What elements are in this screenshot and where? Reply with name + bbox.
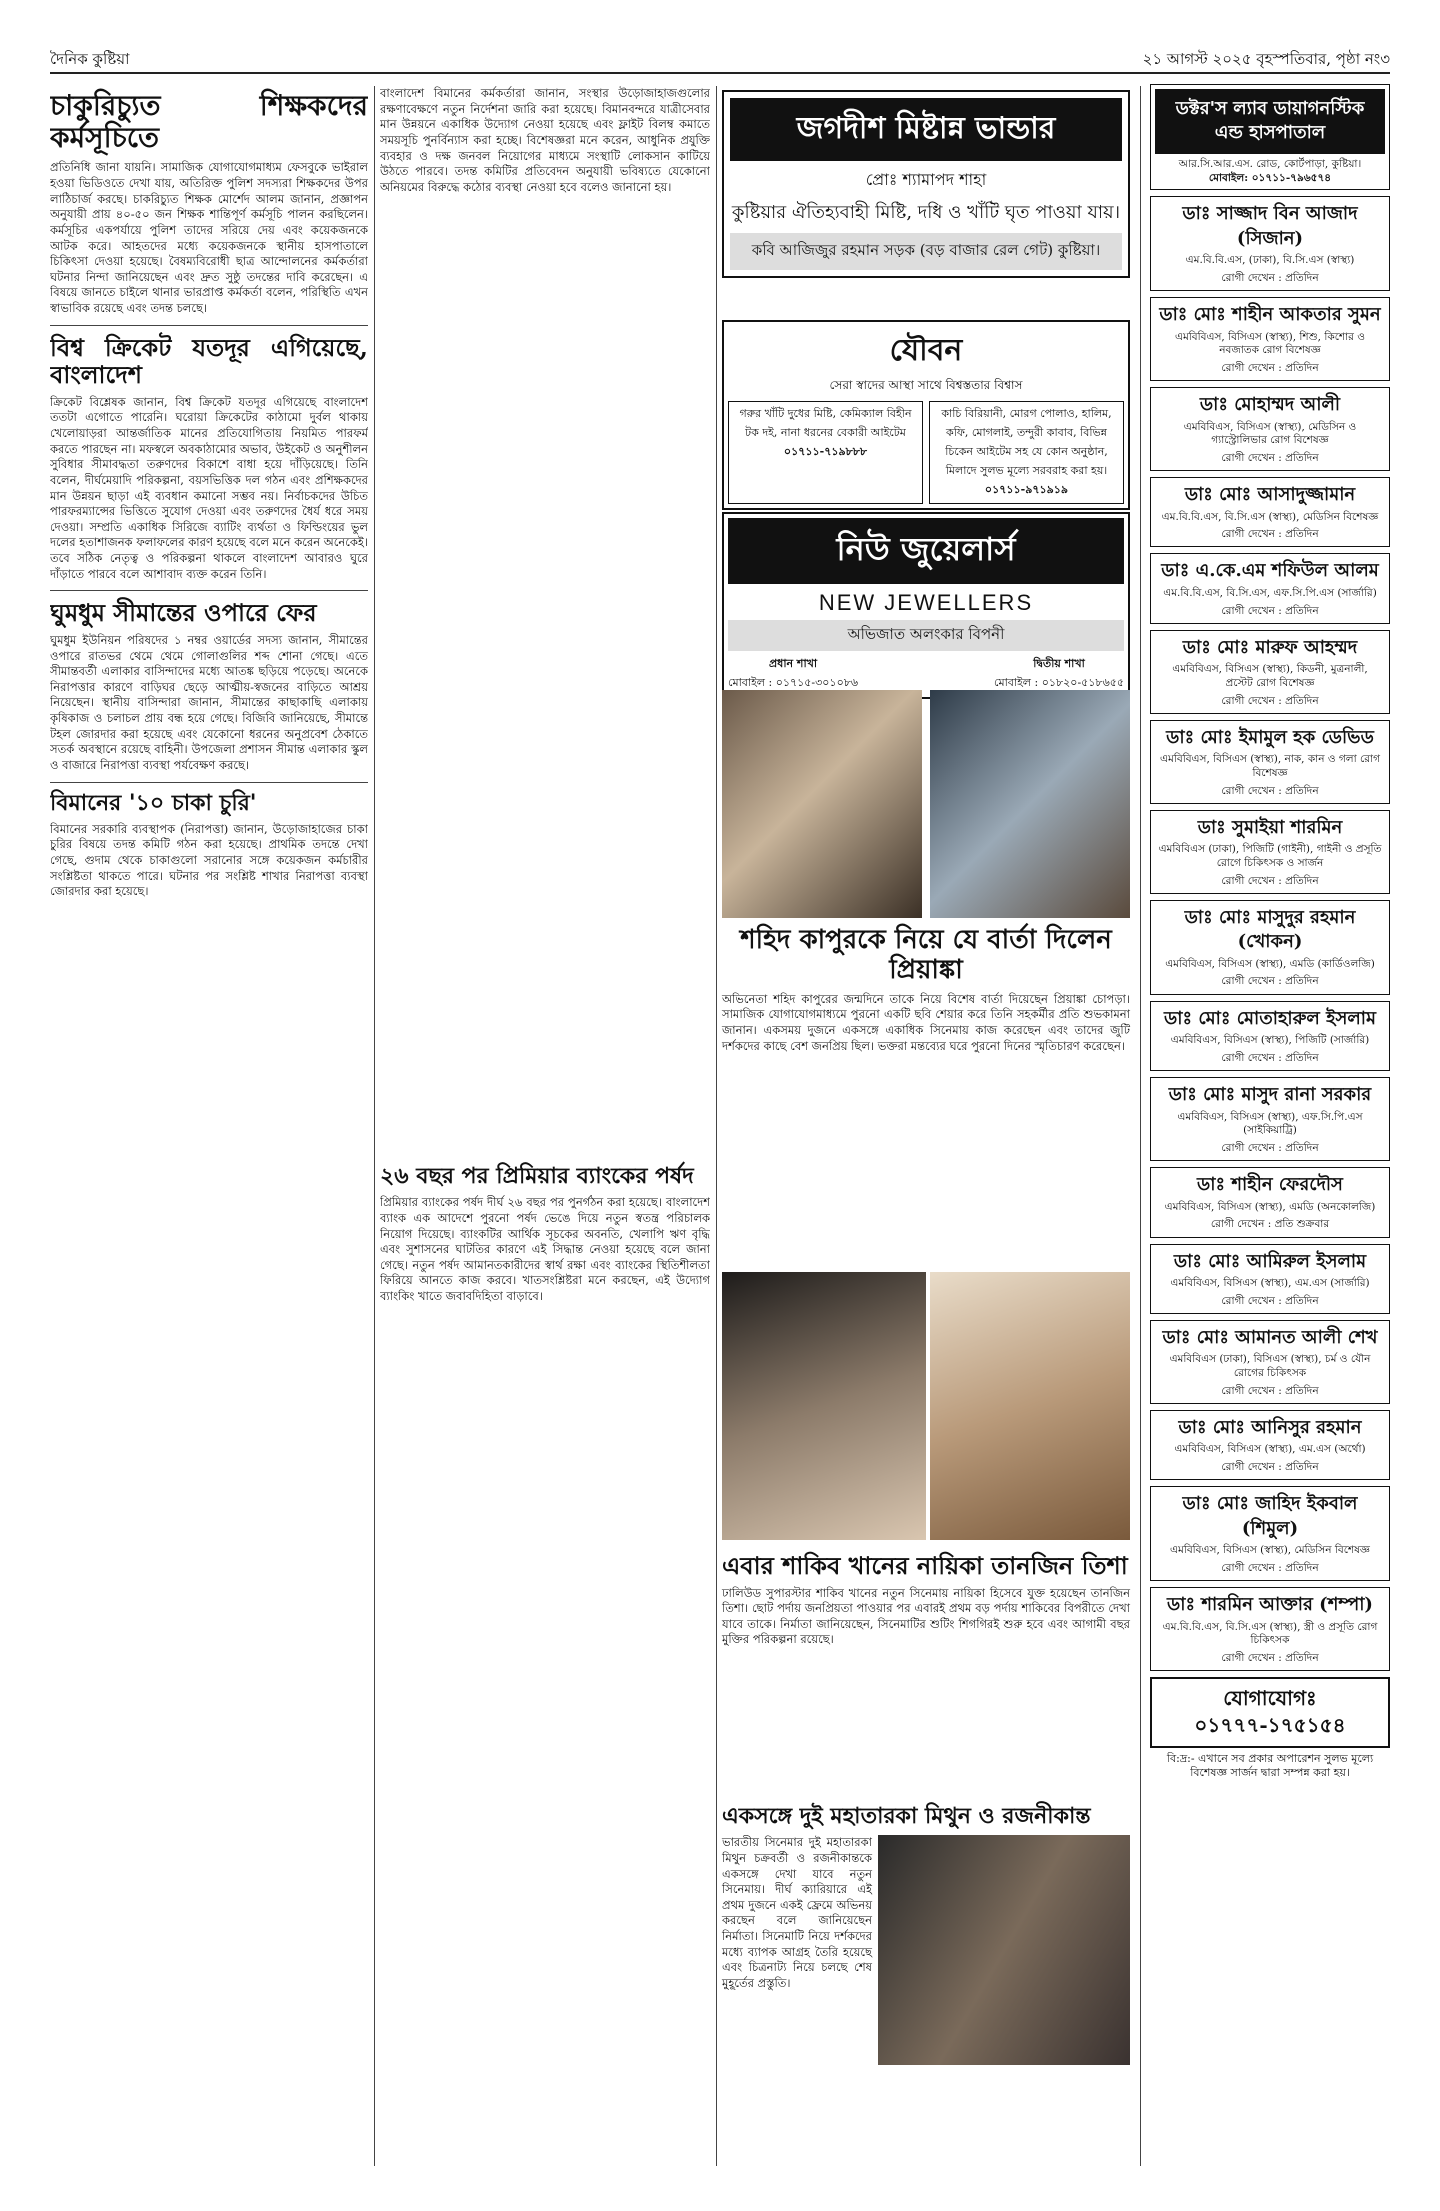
column-middle bbox=[380, 86, 710, 1146]
article-teachers bbox=[50, 160, 368, 316]
ad-jewellers bbox=[722, 512, 1130, 707]
article-border bbox=[50, 633, 368, 774]
doctor-name: ডাঃ শাহীন ফেরদৌস bbox=[1197, 1174, 1343, 1196]
ad-jewellers-tagline: অভিজাত অলংকার বিপনী bbox=[728, 620, 1124, 651]
ad-lab-address: আর.সি.আর.এস. রোড, কোর্টপাড়া, কুষ্টিয়া। bbox=[1178, 157, 1362, 170]
headline-priyanka: শহিদ কাপুরকে নিয়ে যে বার্তা দিলেন প্রিয়াঙ্কা bbox=[740, 925, 1112, 985]
doctor-name: ডাঃ মোঃ মাসুদুর রহমান (খোকন) bbox=[1184, 906, 1356, 953]
article-body: ঢালিউড সুপারস্টার শাকিব খানের নতুন সিনেমায় নায়িকা হিসেবে যুক্ত হয়েছেন তানজিন তিশা। ছোট পর্দায় জনপ্রিয়তা পাওয়ার পর এবারই প্রথম বড় পর্দায় শাকিবের বিপরীতে দেখা যাবে তাকে। নির্মাতা জানিয়েছেন, সিনেমাটির শুটিং শিগগিরই শুরু হবে এবং আগামী বছর মুক্তির পরিকল্পনা রয়েছে। bbox=[722, 1585, 1130, 1647]
doctor-name: ডাঃ মোঃ আমিরুল ইসলাম bbox=[1173, 1250, 1367, 1272]
article-body: অভিনেতা শহিদ কাপুরের জন্মদিনে তাকে নিয়ে বিশেষ বার্তা দিয়েছেন প্রিয়াঙ্কা চোপড়া। সামাজিক যোগাযোগমাধ্যমে পুরনো একটি ছবি শেয়ার করে তিনি সহকর্মীর প্রতি শুভকামনা জানান। একসময় দুজনে একসঙ্গে একাধিক সিনেমায় কাজ করেছেন এবং তাদের জুটি দর্শকদের কাছে বেশ জনপ্রিয় ছিল। ভক্তরা মন্তব্যের ঘরে পুরনো দিনের স্মৃতিচারণ করেছেন। bbox=[722, 991, 1130, 1053]
doctor-card bbox=[1150, 1077, 1390, 1161]
doctor-timing: রোগী দেখেন : প্রতিদিন bbox=[1221, 1051, 1319, 1064]
photo-priyanka-left bbox=[722, 690, 922, 918]
doctor-card bbox=[1150, 1244, 1390, 1314]
doctor-card bbox=[1150, 1486, 1390, 1581]
masthead bbox=[50, 48, 1390, 74]
doctor-qualifications: এম.বি.বি.এস, বি.সি.এস, এফ.সি.পি.এস (সার্জারি) bbox=[1163, 586, 1377, 599]
doctor-name: ডাঃ মোহাম্মদ আলী bbox=[1199, 394, 1341, 416]
doctor-timing: রোগী দেখেন : প্রতিদিন bbox=[1221, 1651, 1319, 1664]
doctor-qualifications: এমবিবিএস, বিসিএস (স্বাস্থ্য), এমডি (অনকোলজি) bbox=[1164, 1200, 1376, 1213]
headline-mithun: একসঙ্গে দুই মহাতারকা মিথুন ও রজনীকান্ত bbox=[722, 1803, 1091, 1829]
article-body: ঘুমধুম ইউনিয়ন পরিষদের ১ নম্বর ওয়ার্ডের সদস্য জানান, সীমান্তের ওপারে রাতভর থেমে থেমে গোলাগুলির শব্দ শোনা গেছে। এতে সীমান্তবর্তী এলাকার বাসিন্দাদের মধ্যে আতঙ্ক ছড়িয়ে পড়েছে। অনেকে নিরাপত্তার কারণে বাড়িঘর ছেড়ে আত্মীয়-স্বজনের বাড়িতে আশ্রয় নিয়েছেন। স্থানীয় বাসিন্দারা জানান, সীমান্তের কাছাকাছি এলাকায় কৃষিকাজ ও চলাচল প্রায় বন্ধ হয়ে গেছে। বিজিবি জানিয়েছে, সীমান্তে টহল জোরদার করা হয়েছে এবং যেকোনো ধরনের অনুপ্রবেশ ঠেকাতে সতর্ক অবস্থানে রয়েছে বাহিনী। উপজেলা প্রশাসন সীমান্ত এলাকার স্কুল ও বাজারে নিরাপত্তা ব্যবস্থা পর্যবেক্ষণ করছে। bbox=[50, 632, 368, 772]
divider bbox=[50, 590, 368, 591]
ad-youbon-phone-left: ০১৭১১-৭১৯৮৮৮ bbox=[783, 445, 868, 458]
article-priyanka bbox=[722, 922, 1130, 1054]
doctor-name: ডাঃ মোঃ আসাদুজ্জামান bbox=[1184, 484, 1356, 506]
ad-youbon-name: যৌবন bbox=[889, 333, 963, 368]
doctor-qualifications: এমবিবিএস, বিসিএস (স্বাস্থ্য), এমডি (কার্ডিওলজি) bbox=[1165, 957, 1375, 970]
date-page: ২১ আগস্ট ২০২৫ বৃহস্পতিবার, পৃষ্ঠা নং৩ bbox=[1142, 49, 1390, 68]
headline-ten-taka: বিমানের '১০ চাকা চুরি' bbox=[50, 789, 257, 816]
doctor-timing: রোগী দেখেন : প্রতিদিন bbox=[1221, 528, 1319, 541]
headline-shakib: এবার শাকিব খানের নায়িকা তানজিন তিশা bbox=[722, 1551, 1128, 1580]
ad-lab-phone: মোবাইল: ০১৭১১-৭৯৬৫৭৪ bbox=[1208, 171, 1332, 184]
doctor-name: ডাঃ মোঃ মাসুদ রানা সরকার bbox=[1168, 1084, 1372, 1106]
doctor-name: ডাঃ মোঃ শাহীন আকতার সুমন bbox=[1159, 304, 1381, 326]
article-cricket bbox=[50, 395, 368, 583]
doctor-card bbox=[1150, 1167, 1390, 1237]
doctor-card bbox=[1150, 1410, 1390, 1480]
article-shakib bbox=[722, 1548, 1130, 1648]
article-planes bbox=[380, 86, 710, 195]
ad-jagadish bbox=[722, 90, 1130, 286]
doctor-timing: রোগী দেখেন : প্রতিদিন bbox=[1221, 604, 1319, 617]
doctor-timing: রোগী দেখেন : প্রতিদিন bbox=[1221, 361, 1319, 374]
doctor-timing: রোগী দেখেন : প্রতিদিন bbox=[1221, 1561, 1319, 1574]
doctor-card bbox=[1150, 900, 1390, 995]
article-body: ভারতীয় সিনেমার দুই মহাতারকা মিথুন চক্রবর্তী ও রজনীকান্তকে একসঙ্গে দেখা যাবে নতুন সিনেমায়। দীর্ঘ ক্যারিয়ারে এই প্রথম দুজনে একই ফ্রেমে অভিনয় করছেন বলে জানিয়েছেন নির্মাতা। সিনেমাটি নিয়ে দর্শকদের মধ্যে ব্যাপক আগ্রহ তৈরি হয়েছে এবং চিত্রনাট্য নিয়ে চলছে শেষ মুহূর্তের প্রস্তুতি। bbox=[722, 1835, 872, 1990]
ad-youbon-right: কাচি বিরিয়ানী, মোরগ পোলাও, হালিম, কফি, মোগলাই, তন্দুরী কাবাব, বিভিন্ন চিকেন আইটেম সহ যে কোন অনুষ্ঠান, মিলাদে সুলভ মূল্যে সরবরাহ করা হয়। bbox=[941, 407, 1112, 477]
doctor-timing: রোগী দেখেন : প্রতিদিন bbox=[1221, 1141, 1319, 1154]
doctor-card bbox=[1150, 1587, 1390, 1671]
doctor-timing: রোগী দেখেন : প্রতিদিন bbox=[1221, 1384, 1319, 1397]
contact-number: যোগাযোগঃ ০১৭৭৭-১৭৫১৫৪ bbox=[1150, 1677, 1390, 1747]
ad-jewellers-branch2: দ্বিতীয় শাখা bbox=[1033, 657, 1085, 670]
doctor-qualifications: এমবিবিএস (ঢাকা), বিসিএস (স্বাস্থ্য), চর্ম ও যৌন রোগের চিকিৎসক bbox=[1169, 1353, 1371, 1379]
article-body: প্রিমিয়ার ব্যাংকের পর্ষদ দীর্ঘ ২৬ বছর পর পুনর্গঠন করা হয়েছে। বাংলাদেশ ব্যাংক এক আদেশে পুরনো পর্ষদ ভেঙে দিয়ে নতুন স্বতন্ত্র পরিচালক নিয়োগ দিয়েছে। ব্যাংকটির আর্থিক সূচকের অবনতি, খেলাপি ঋণ বৃদ্ধি এবং সুশাসনের ঘাটতির কারণে এই সিদ্ধান্ত নেওয়া হয়েছে বলে জানা গেছে। নতুন পর্ষদ আমানতকারীদের স্বার্থ রক্ষা এবং ব্যাংকের স্থিতিশীলতা ফিরিয়ে আনতে কাজ করবে। খাতসংশ্লিষ্টরা মনে করছেন, এই উদ্যোগ ব্যাংকিং খাতে জবাবদিহিতা বাড়াবে। bbox=[380, 1195, 710, 1304]
photo-shakib bbox=[722, 1272, 926, 1540]
column-right bbox=[1150, 84, 1390, 2164]
doctor-name: ডাঃ মোঃ মোতাহারুল ইসলাম bbox=[1163, 1007, 1376, 1029]
ad-jagadish-address: কবি আজিজুর রহমান সড়ক (বড় বাজার রেল গেট) কুষ্টিয়া। bbox=[730, 233, 1122, 270]
doctor-timing: রোগী দেখেন : প্রতি শুক্রবার bbox=[1210, 1218, 1330, 1231]
photo-tisha bbox=[930, 1272, 1130, 1540]
column-left bbox=[50, 86, 368, 2166]
footer-note: বি:দ্র:- এখানে সব প্রকার অপারেশন সুলভ মূল্যে বিশেষজ্ঞ সার্জন দ্বারা সম্পন্ন করা হয়। bbox=[1166, 1751, 1374, 1780]
paper-name: দৈনিক কুষ্টিয়া bbox=[50, 49, 130, 68]
ad-youbon-slogan: সেরা স্বাদের আস্থা সাথে বিশ্বস্ততার বিশ্বাস bbox=[829, 378, 1023, 392]
doctor-qualifications: এম.বি.বি.এস, বি.সি.এস (স্বাস্থ্য), মেডিসিন বিশেষজ্ঞ bbox=[1161, 510, 1379, 523]
column-middle-lower bbox=[380, 1160, 710, 2160]
doctor-qualifications: এমবিবিএস, বিসিএস (স্বাস্থ্য), মেডিসিন ও গ্যাস্ট্রোলিভার রোগ বিশেষজ্ঞ bbox=[1183, 420, 1357, 447]
doctor-name: ডাঃ সুমাইয়া শারমিন bbox=[1197, 816, 1343, 838]
ad-jewellers-branch1: প্রধান শাখা bbox=[768, 657, 818, 670]
doctor-name: ডাঃ শারমিন আক্তার (শম্পা) bbox=[1167, 1594, 1373, 1616]
doctor-name: ডাঃ সাজ্জাদ বিন আজাদ (সিজান) bbox=[1182, 203, 1358, 249]
doctor-timing: রোগী দেখেন : প্রতিদিন bbox=[1221, 451, 1319, 464]
ad-jewellers-name-bn: নিউ জুয়েলার্স bbox=[728, 518, 1124, 584]
doctor-qualifications: এমবিবিএস, বিসিএস (স্বাস্থ্য), পিজিটি (সার্জারি) bbox=[1170, 1034, 1370, 1047]
doctor-qualifications: এমবিবিএস (ঢাকা), পিজিটি (গাইনী), গাইনী ও প্রসূতি রোগে চিকিৎসক ও সার্জন bbox=[1158, 843, 1382, 869]
doctor-timing: রোগী দেখেন : প্রতিদিন bbox=[1221, 874, 1319, 887]
article-premier-bank bbox=[380, 1195, 710, 1304]
article-ten-taka bbox=[50, 822, 368, 900]
ad-jewellers-phone2: মোবাইল : ০১৮২০-৫১৮৬৫৫ bbox=[994, 676, 1124, 689]
ad-lab bbox=[1150, 84, 1390, 190]
column-rule bbox=[716, 86, 717, 2166]
headline-cricket: বিশ্ব ক্রিকেট যতদূর এগিয়েছে, বাংলাদেশ bbox=[50, 332, 368, 390]
divider bbox=[50, 782, 368, 783]
ad-youbon-phone-right: ০১৭১১-৯৭১৯১৯ bbox=[984, 483, 1069, 496]
article-body: প্রতিনিধি জানা যায়নি। সামাজিক যোগাযোগমাধ্যম ফেসবুকে ভাইরাল হওয়া ভিডিওতে দেখা যায়, অতিরিক্ত পুলিশ সদস্যরা শিক্ষকদের উপর লাঠিচার্জ করছে। চাকরিচ্যুত শিক্ষক মোর্শেদ আলম জানান, প্রজ্ঞাপন অনুযায়ী প্রায় ৪০-৫০ জন শিক্ষক শান্তিপূর্ণ কর্মসূচি পালন করছিলেন। কর্মসূচির একপর্যায়ে পুলিশ তাদের সরিয়ে দেয় এবং কয়েকজনকে আটক করে। আহতদের মধ্যে কয়েকজনকে স্থানীয় হাসপাতালে চিকিৎসা দেওয়া হয়েছে। বৈষম্যবিরোধী ছাত্র আন্দোলনের কর্মকর্তারা ঘটনার নিন্দা জানিয়েছেন এবং দ্রুত সুষ্ঠু তদন্তের দাবি করেছেন। এ বিষয়ে জানতে চাইলে থানার ভারপ্রাপ্ত কর্মকর্তা বলেন, পরিস্থিতি এখন স্বাভাবিক রয়েছে এবং তদন্ত চলছে। bbox=[50, 160, 368, 315]
photo-mithun-rajinikanth bbox=[878, 1835, 1130, 2065]
doctor-card bbox=[1150, 477, 1390, 547]
ad-jewellers-phone1: মোবাইল : ০১৭১৫-৩০১০৮৬ bbox=[728, 676, 859, 689]
doctor-timing: রোগী দেখেন : প্রতিদিন bbox=[1221, 975, 1319, 988]
doctor-name: ডাঃ মোঃ আমানত আলী শেখ bbox=[1162, 1326, 1378, 1348]
doctor-qualifications: এমবিবিএস, বিসিএস (স্বাস্থ্য), কিডনী, মুত্রনালী, প্রস্টেট রোগ বিশেষজ্ঞ bbox=[1172, 663, 1368, 689]
doctor-timing: রোগী দেখেন : প্রতিদিন bbox=[1221, 271, 1319, 284]
article-body: বাংলাদেশ বিমানের কর্মকর্তারা জানান, সংস্থার উড়োজাহাজগুলোর রক্ষণাবেক্ষণে নতুন নির্দেশনা জারি করা হয়েছে। বিমানবন্দরে যাত্রীসেবার মান উন্নয়নে একাধিক উদ্যোগ নেওয়া হয়েছে এবং ফ্লাইট বিলম্ব কমাতে সময়সূচি পুনর্বিন্যাস করা হচ্ছে। বিশেষজ্ঞরা মনে করেন, আধুনিক প্রযুক্তি ব্যবহার ও দক্ষ জনবল নিয়োগের মাধ্যমে সংস্থাটি লোকসান কাটিয়ে উঠতে পারবে। তদন্ত কমিটির প্রতিবেদন অনুযায়ী ভবিষ্যতে যেকোনো অনিয়মের বিরুদ্ধে কঠোর ব্যবস্থা নেওয়া হবে বলেও জানানো হয়। bbox=[380, 86, 710, 194]
photo-priyanka-right bbox=[930, 690, 1130, 918]
article-mithun bbox=[722, 1800, 1130, 2065]
doctor-list bbox=[1150, 196, 1390, 1671]
doctor-card bbox=[1150, 297, 1390, 381]
doctor-qualifications: এমবিবিএস, বিসিএস (স্বাস্থ্য), মেডিসিন বিশেষজ্ঞ bbox=[1170, 1544, 1370, 1557]
doctor-card bbox=[1150, 720, 1390, 804]
article-body: বিমানের সরকারি ব্যবস্থাপক (নিরাপত্তা) জানান, উড়োজাহাজের চাকা চুরির বিষয়ে তদন্ত কমিটি গঠন করা হয়েছে। প্রাথমিক তদন্তে দেখা গেছে, গুদাম থেকে চাকাগুলো সরানোর সঙ্গে কয়েকজন কর্মচারীর সংশ্লিষ্টতা থাকতে পারে। ঘটনার পর সংশ্লিষ্ট শাখার নিরাপত্তা ব্যবস্থা জোরদার করা হয়েছে। bbox=[50, 821, 368, 899]
doctor-name: ডাঃ মোঃ মারুফ আহম্মদ bbox=[1182, 636, 1358, 658]
ad-jagadish-tagline: কুষ্টিয়ার ঐতিহ্যবাহী মিষ্টি, দধি ও খাঁটি ঘৃত পাওয়া যায়। bbox=[731, 202, 1121, 223]
doctor-card bbox=[1150, 1001, 1390, 1071]
ad-youbon bbox=[722, 320, 1130, 518]
ad-jagadish-name: জগদীশ মিষ্টান্ন ভান্ডার bbox=[730, 98, 1122, 161]
doctor-card bbox=[1150, 553, 1390, 623]
doctor-name: ডাঃ মোঃ আনিসুর রহমান bbox=[1178, 1416, 1362, 1438]
doctor-timing: রোগী দেখেন : প্রতিদিন bbox=[1221, 694, 1319, 707]
doctor-qualifications: এমবিবিএস, বিসিএস (স্বাস্থ্য), শিশু, কিশোর ও নবজাতক রোগ বিশেষজ্ঞ bbox=[1174, 330, 1366, 357]
doctor-name: ডাঃ মোঃ ইমামুল হক ডেভিড bbox=[1166, 726, 1374, 748]
headline-teachers: চাকুরিচ্যুত শিক্ষকদের কর্মসূচিতে bbox=[50, 89, 368, 155]
doctor-qualifications: এমবিবিএস, বিসিএস (স্বাস্থ্য), নাক, কান ও গলা রোগ বিশেষজ্ঞ bbox=[1160, 753, 1380, 779]
doctor-qualifications: এমবিবিএস, বিসিএস (স্বাস্থ্য), এম.এস (সার্জারি) bbox=[1170, 1276, 1370, 1289]
ad-jagadish-proprietor: প্রোঃ শ্যামাপদ শাহা bbox=[865, 170, 987, 189]
doctor-name: ডাঃ মোঃ জাহিদ ইকবাল (শিমুল) bbox=[1182, 1493, 1358, 1539]
doctor-qualifications: এম.বি.বি.এস, (ঢাকা), বি.সি.এস (স্বাস্থ্য) bbox=[1185, 254, 1355, 267]
ad-jewellers-name-en: NEW JEWELLERS bbox=[818, 590, 1034, 615]
headline-border: ঘুমধুম সীমান্তের ওপারে ফের bbox=[50, 598, 317, 628]
doctor-timing: রোগী দেখেন : প্রতিদিন bbox=[1221, 784, 1319, 797]
column-rule bbox=[1140, 86, 1141, 2166]
doctor-card bbox=[1150, 630, 1390, 714]
doctor-card bbox=[1150, 1320, 1390, 1404]
doctor-name: ডাঃ এ.কে.এম শফিউল আলম bbox=[1161, 560, 1379, 582]
doctor-timing: রোগী দেখেন : প্রতিদিন bbox=[1221, 1294, 1319, 1307]
doctor-qualifications: এম.বি.বি.এস, বি.সি.এস (স্বাস্থ্য), স্ত্রী ও প্রসূতি রোগ চিকিৎসক bbox=[1162, 1620, 1378, 1647]
ad-youbon-left: গরুর খাঁটি দুধের মিষ্টি, কেমিক্যাল বিহীন টক দই, নানা ধরনের বেকারী আইটেম bbox=[739, 407, 912, 439]
divider bbox=[50, 325, 368, 326]
doctor-card bbox=[1150, 810, 1390, 894]
doctor-timing: রোগী দেখেন : প্রতিদিন bbox=[1221, 1461, 1319, 1473]
article-body: ক্রিকেট বিশ্লেষক জানান, বিশ্ব ক্রিকেট যতদূর এগিয়েছে বাংলাদেশ ততটা এগোতে পারেনি। ঘরোয়া ক্রিকেটের কাঠামো দুর্বল থাকায় খেলোয়াড়রা আন্তর্জাতিক মানের প্রতিযোগিতায় নিয়মিত পারফর্ম করতে পারছেন না। মফস্বলে অবকাঠামোর অভাব, উইকেট ও অনুশীলন সুবিধার সীমাবদ্ধতা তরুণদের বিকাশে বাধা হয়ে দাঁড়িয়েছে। তিনি বলেন, দীর্ঘমেয়াদি পরিকল্পনা, বয়সভিত্তিক দল গঠন এবং প্রশিক্ষকদের মান উন্নয়ন ছাড়া এই ব্যবধান কমানো সম্ভব নয়। নির্বাচকদের উচিত পারফরম্যান্সের ভিত্তিতে সুযোগ দেওয়া এবং তরুণদের ধৈর্য ধরে সময় দেওয়া। সম্প্রতি একাধিক সিরিজে ব্যাটিং ব্যর্থতা ও ফিল্ডিংয়ের ভুল দলের হতাশাজনক ফলাফলের কারণ হয়েছে বলে মনে করেন অনেকেই। তবে সঠিক নেতৃত্ব ও পরিকল্পনা থাকলে বাংলাদেশ আবারও ঘুরে দাঁড়াতে পারবে বলে আশাবাদ ব্যক্ত করেন তিনি। bbox=[50, 394, 368, 581]
doctor-qualifications: এমবিবিএস, বিসিএস (স্বাস্থ্য), এম.এস (অর্থো) bbox=[1174, 1443, 1366, 1456]
column-rule bbox=[374, 86, 375, 2166]
doctor-card bbox=[1150, 387, 1390, 471]
doctor-card bbox=[1150, 196, 1390, 291]
doctor-qualifications: এমবিবিএস, বিসিএস (স্বাস্থ্য), এফ.সি.পি.এস (সাইকিয়াট্রি) bbox=[1177, 1110, 1363, 1137]
ad-lab-title: ডক্টর'স ল্যাব ডায়াগনস্টিক এন্ড হাসপাতাল bbox=[1155, 89, 1385, 154]
headline-premier-bank: ২৬ বছর পর প্রিমিয়ার ব্যাংকের পর্ষদ bbox=[380, 1163, 694, 1189]
